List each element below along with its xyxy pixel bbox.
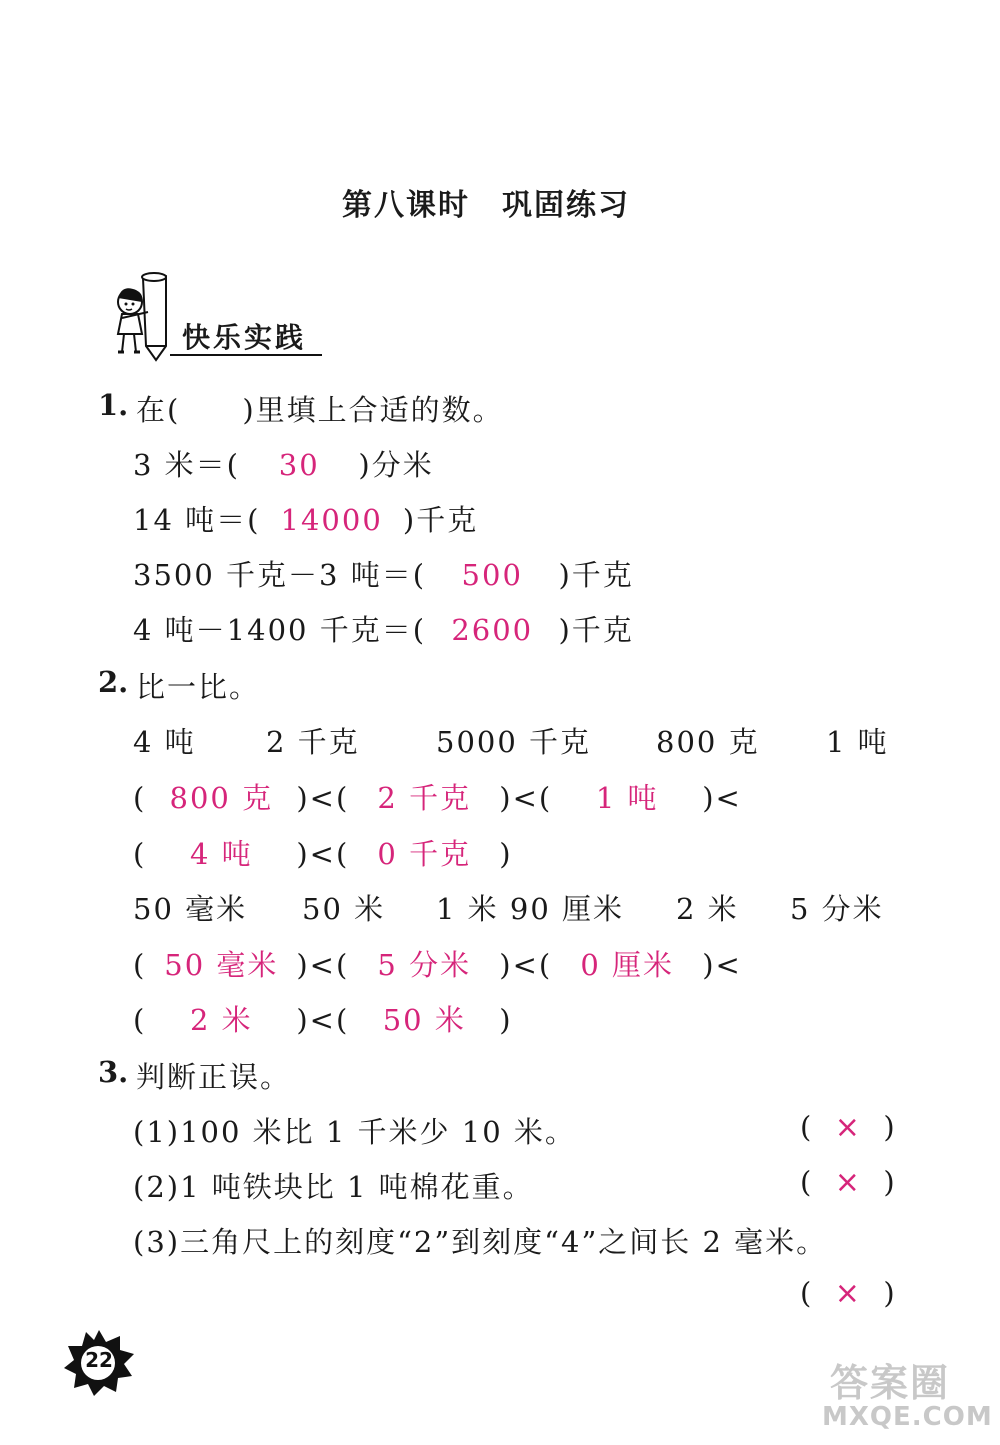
q2-item: 50 米 [302,892,386,926]
section-label: 快乐实践 [182,321,307,354]
q1-row-answer: 2600 [451,613,534,647]
q2-answer-row: ( 50 毫米 )<( 5 分米 )<( 0 厘米 )< [133,943,742,984]
q2-answer: 2 米 [189,1003,253,1037]
q1-row-right: )千克 [558,613,634,647]
q1-row-right: )分米 [358,448,434,482]
page-number-badge [62,1328,136,1398]
q2-prompt: 比一比。 [136,670,261,704]
q3-answer-box: ( × ) [800,1110,897,1145]
q2-answer: 1 吨 [595,781,659,815]
q2-item: 1 吨 [826,725,889,759]
q2-item: 2 千克 [266,725,360,759]
q1-row-right: )千克 [558,558,634,592]
q2-item: 2 米 [676,892,739,926]
q2-answer-row: ( 800 克 )<( 2 千克 )<( 1 吨 )< [133,776,742,817]
section-header [108,268,330,363]
q1-row-3 [133,553,634,594]
q1-row-left: 3500 千克－3 吨＝( [133,558,427,592]
watermark-logo-text: 答案圈 [830,1361,951,1405]
q2-answer: 4 吨 [189,837,253,871]
q2-answer: 2 千克 [377,781,472,815]
cross-mark: × [834,1276,862,1311]
q2-item: 4 吨 [133,725,196,759]
q2-answer: 0 厘米 [580,948,675,982]
q2-answer: 800 克 [169,781,274,815]
q2-answer: 0 千克 [377,837,472,871]
q2-item: 5000 千克 [436,725,592,759]
q2-item: 1 米 90 厘米 [436,892,625,926]
q2-item: 50 毫米 [133,892,248,926]
q3-item-text: (2)1 吨铁块比 1 吨棉花重。 [133,1170,534,1204]
section-underline [170,354,322,356]
cross-mark: × [834,1110,862,1145]
q3-prompt: 判断正误。 [136,1060,292,1094]
q1-row-4 [133,608,634,649]
q2-answer-row: ( 4 吨 )<( 0 千克 ) [133,832,513,873]
q2-number: 2. [98,665,129,699]
q2-answer: 5 分米 [377,948,472,982]
girl-with-pencil-icon [108,268,188,363]
cross-mark: × [834,1165,862,1200]
q3-item-text: (1)100 米比 1 千米少 10 米。 [133,1115,576,1149]
q2-answer: 50 毫米 [164,948,279,982]
q2-item: 800 克 [656,725,760,759]
q1-row-answer: 500 [461,558,523,592]
q3-answer-box: ( × ) [800,1276,897,1311]
q3-answer-box: ( × ) [800,1165,897,1200]
q1-number: 1. [98,388,129,422]
q1-row-left: 3 米＝( [133,448,240,482]
q1-row-right: )千克 [402,503,479,537]
q2-item: 5 分米 [790,892,884,926]
watermark-url: MXQE.COM [822,1402,993,1432]
page-number: 22 [85,1348,113,1372]
q1-row-left: 14 吨＝( [133,503,261,537]
q3-item-text: (3)三角尺上的刻度“2”到刻度“4”之间长 2 毫米。 [133,1225,828,1259]
q2-answer: 50 米 [382,1003,466,1037]
q1-row-1 [133,443,434,484]
q1-row-answer: 14000 [280,503,383,537]
q3-number: 3. [98,1055,129,1089]
page-title: 第八课时 巩固练习 [342,188,630,223]
q2-answer-row: ( 2 米 )<( 50 米 ) [133,998,513,1039]
q1-row-2 [133,498,478,539]
q1-row-answer: 30 [278,448,320,482]
q1-prompt: 在( )里填上合适的数。 [136,393,504,427]
q1-row-left: 4 吨－1400 千克＝( [133,613,427,647]
